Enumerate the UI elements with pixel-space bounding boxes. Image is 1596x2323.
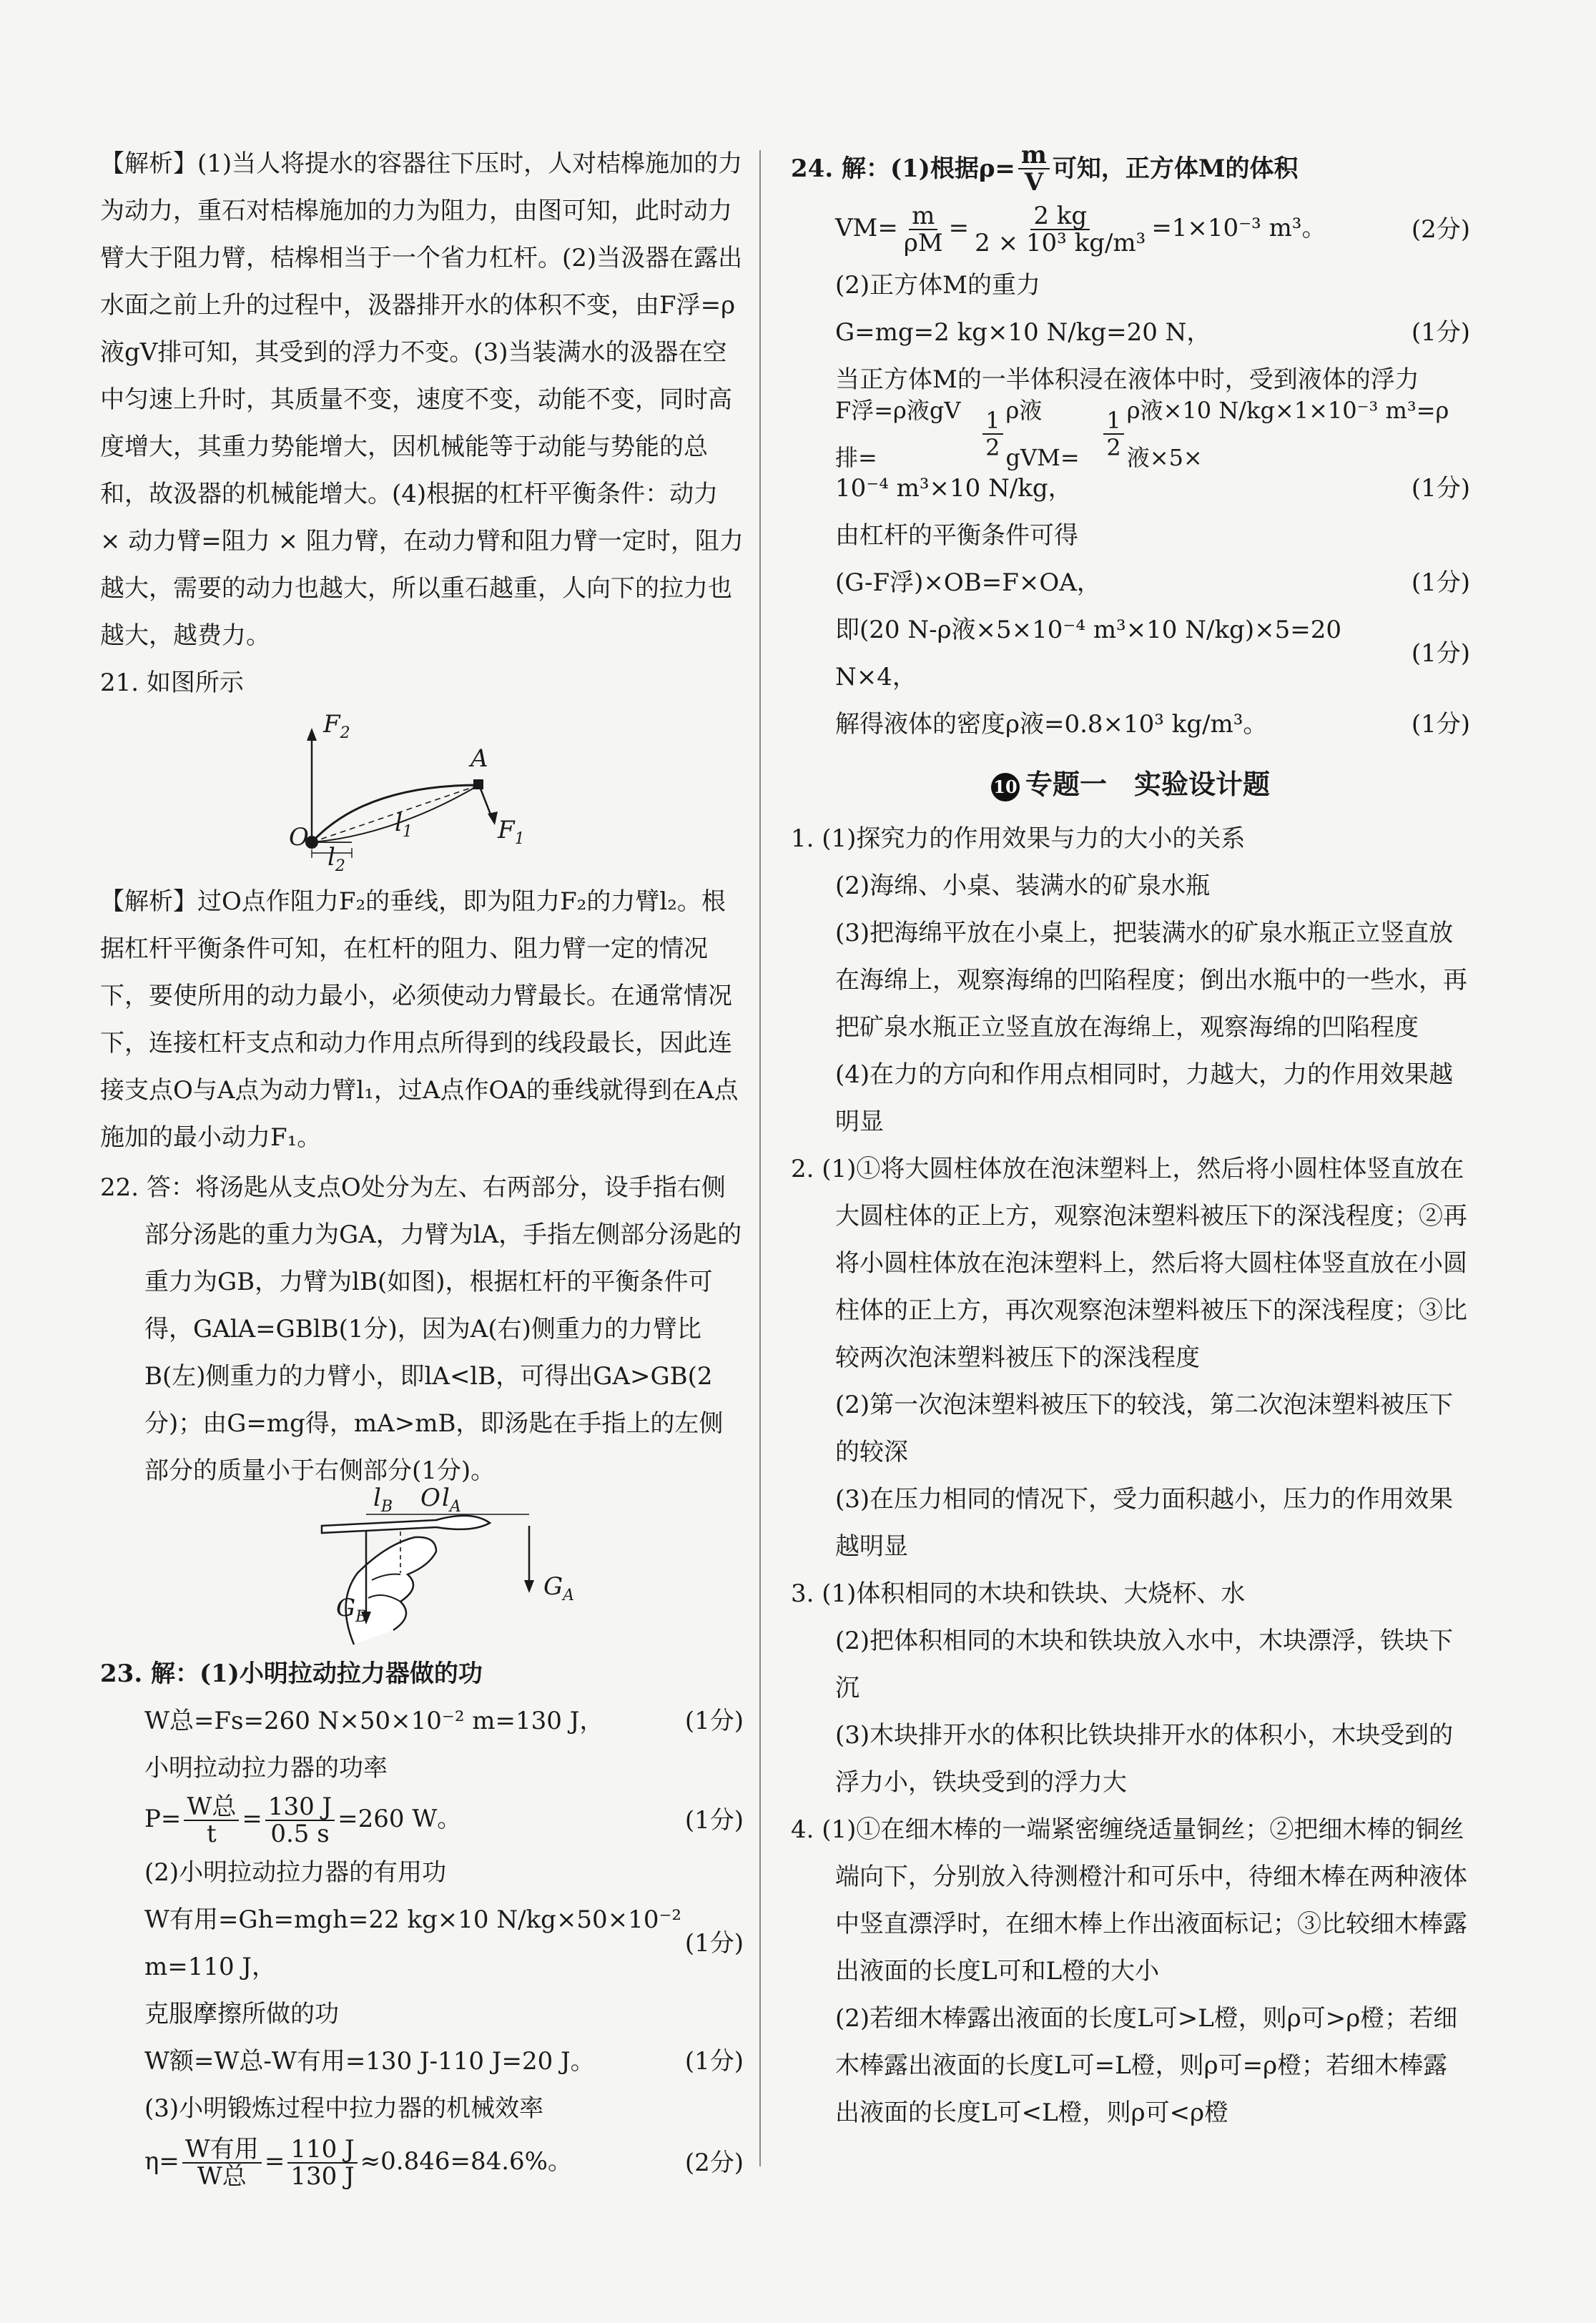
item-1-3: (3)把海绵平放在小桌上，把装满水的矿泉水瓶正立竖直放在海绵上，观察海绵的凹陷程度；倒出水瓶中的一些水，再把矿泉水瓶正立竖直放在海绵上，观察海绵的凹陷程度 <box>835 919 1467 1042</box>
right-column <box>791 140 1470 2136</box>
label-lB: $l_B$ <box>373 1484 393 1516</box>
q24-line3: G=mg=2 kg×10 N/kg=20 N， (1分) <box>835 318 1470 347</box>
item-4-2: (2)若细木棒露出液面的长度L可>L橙，则ρ可>ρ橙；若细木棒露出液面的长度L可=L橙，则ρ可=ρ橙；若细木棒露出液面的长度L可<L橙，则ρ可<ρ橙 <box>835 2004 1458 2127</box>
label-lA: $l_A$ <box>442 1484 461 1516</box>
q22-figure <box>100 1484 744 1650</box>
column-divider <box>759 150 761 2166</box>
q20-analysis: 【解析】(1)当人将提水的容器往下压时，人对桔槔施加的力为动力，重石对桔槔施加的力为阻力，由图可知，此时动力臂大于阻力臂，桔槔相当于一个省力杠杆。(2)当汲器在露出水面之前上升的过程中，汲器排开水的体积不变，由F浮=ρ液gV排可知，其受到的浮力不变。(3)当装满水的汲器在空中匀速上升时，其质量不变，速度不变，动能不变，同时高度增大，其重力势能增大，因机械能等于动能与势能的总和，故汲器的机械能增大。(4)根据的杠杆平衡条件：动力 × 动力臂=阻力 × 阻力臂，在动力臂和阻力臂一定时，阻力越大，需要的动力也越大，所以重石越重，人向下的拉力也越大，越费力。 <box>100 149 744 650</box>
q24-line9: 即(20 N-ρ液×5×10⁻⁴ m³×10 N/kg)×5=20 N×4， (1分) <box>835 616 1470 691</box>
q24-line7: 由杠杆的平衡条件可得 <box>835 521 1078 550</box>
q24-line8: (G-F浮)×OB=F×OA， (1分) <box>835 568 1470 597</box>
label-F1: $F_1$ <box>498 816 525 848</box>
q23-line4: (2)小明拉动拉力器的有用功 <box>144 1858 447 1887</box>
item-2-1: 2. (1)①将大圆柱体放在泡沫塑料上，然后将小圆柱体竖直放在大圆柱体的正上方，观察泡沫塑料被压下的深浅程度；②再将小圆柱体放在泡沫塑料上，然后将大圆柱体竖直放在小圆柱体的正上方，再次观察泡沫塑料被压下的深浅程度；③比较两次泡沫塑料被压下的深浅程度 <box>791 1155 1467 1372</box>
q23-line1: W总=Fs=260 N×50×10⁻² m=130 J， (1分) <box>144 1707 744 1735</box>
label-O-spoon: O <box>420 1484 440 1512</box>
q24-line1: VM= $\frac{m}{\rho M}$ = $\frac{2 kg}{\text{2 × 10³ kg/m³}}$ =1×10⁻³ m³。 (2分) <box>835 202 1470 257</box>
label-l1: $l_1$ <box>395 809 413 841</box>
q21-analysis: 【解析】过O点作阻力F₂的垂线，即为阻力F₂的力臂l₂。根据杠杆平衡条件可知，在杠杆的阻力、阻力臂一定的情况下，要使所用的动力最小，必须使动力臂最长。在通常情况下，连接杠杆支点和动力作用点所得到的线段最长，因此连接支点O与A点为动力臂l₁，过A点作OA的垂线就得到在A点施加的最小动力F₁。 <box>100 887 739 1152</box>
lever-diagram <box>100 706 744 878</box>
q23-line9: η= $\frac{\text{W有用}}{\text{W总}}$ = $\frac{110 J}{130 J}$ ≈0.846=84.6%。 (2分) <box>144 2135 744 2191</box>
q24-line2: (2)正方体M的重力 <box>835 271 1040 300</box>
q23-line6: 克服摩擦所做的功 <box>144 2000 339 2028</box>
item-3-1: 3. (1)体积相同的木块和铁块、大烧杯、水 <box>791 1579 1246 1608</box>
item-3-2: (2)把体积相同的木块和铁块放入水中，木块漂浮，铁块下沉 <box>835 1627 1454 1702</box>
q24-line4: 当正方体M的一半体积浸在液体中时，受到液体的浮力 <box>835 365 1419 394</box>
q21-figure <box>100 706 744 878</box>
q23-title: 23. 解：(1)小明拉动拉力器做的功 <box>100 1659 483 1688</box>
q23-line7: W额=W总-W有用=130 J-110 J=20 J。 (1分) <box>144 2047 744 2076</box>
section-heading: 10 专题一 实验设计题 <box>791 761 1470 808</box>
q23-line5: W有用=Gh=mgh=22 kg×10 N/kg×50×10⁻² m=110 J， (1分) <box>144 1905 744 1981</box>
q23-line8: (3)小明锻炼过程中拉力器的机械效率 <box>144 2094 544 2123</box>
q24-line5: F浮=ρ液gV排= $\frac{1}{2}$ ρ液gVM= $\frac{1}{2}$ ρ液×10 N/kg×1×10⁻³ m³=ρ液×5× <box>835 397 1449 471</box>
item-4-1: 4. (1)①在细木棒的一端紧密缠绕适量铜丝；②把细木棒的铜丝端向下，分别放入待测橙汁和可乐中，待细木棒在两种液体中竖直漂浮时，在细木棒上作出液面标记；③比较细木棒露出液面的长度L可和L橙的大小 <box>791 1815 1467 1986</box>
q24-title: 24. 解：(1)根据ρ= $\frac{m}{V}$ 可知，正方体M的体积 <box>791 141 1299 197</box>
item-2-2: (2)第一次泡沫塑料被压下的较浅，第二次泡沫塑料被压下的较深 <box>835 1391 1454 1466</box>
q22-answer: 22. 答：将汤匙从支点O处分为左、右两部分，设手指右侧部分汤匙的重力为GA，力臂为lA，手指左侧部分汤匙的重力为GB，力臂为lB(如图)，根据杠杆的平衡条件可得，GAlA=GBlB(1分)，因为A(右)侧重力的力臂比B(左)侧重力的力臂小，即lA<lB，可得出GA>GB(2分)；由G=mg得，mA>mB，即汤匙在手指上的左侧部分的质量小于右侧部分(1分)。 <box>100 1173 742 1485</box>
q24-line6: 10⁻⁴ m³×10 N/kg， (1分) <box>835 474 1470 503</box>
label-l2: $l_2$ <box>327 843 345 875</box>
label-A: A <box>471 744 488 773</box>
item-2-3: (3)在压力相同的情况下，受力面积越小，压力的作用效果越明显 <box>835 1485 1454 1561</box>
item-1-2: (2)海绵、小桌、装满水的矿泉水瓶 <box>835 872 1211 900</box>
left-column <box>100 140 744 2194</box>
label-O: O <box>289 823 309 852</box>
item-1-1: 1. (1)探究力的作用效果与力的大小的关系 <box>791 824 1246 853</box>
section-number-badge: 10 <box>991 773 1020 802</box>
item-1-4: (4)在力的方向和作用点相同时，力越大，力的作用效果越明显 <box>835 1060 1454 1136</box>
label-GB: $G_B$ <box>336 1594 368 1626</box>
q23-line2: 小明拉动拉力器的功率 <box>144 1754 388 1782</box>
q23-line3: P= $\frac{\text{W总}}{t}$ = $\frac{130 J}{0.5 s}$ =260 W。 (1分) <box>144 1792 744 1848</box>
label-GA: $G_A$ <box>543 1572 575 1604</box>
q24-line10: 解得液体的密度ρ液=0.8×10³ kg/m³。 (1分) <box>835 710 1470 739</box>
label-F2: $F_2$ <box>323 710 350 742</box>
q21-title: 21. 如图所示 <box>100 669 244 697</box>
item-3-3: (3)木块排开水的体积比铁块排开水的体积小，木块受到的浮力小，铁块受到的浮力大 <box>835 1721 1454 1797</box>
